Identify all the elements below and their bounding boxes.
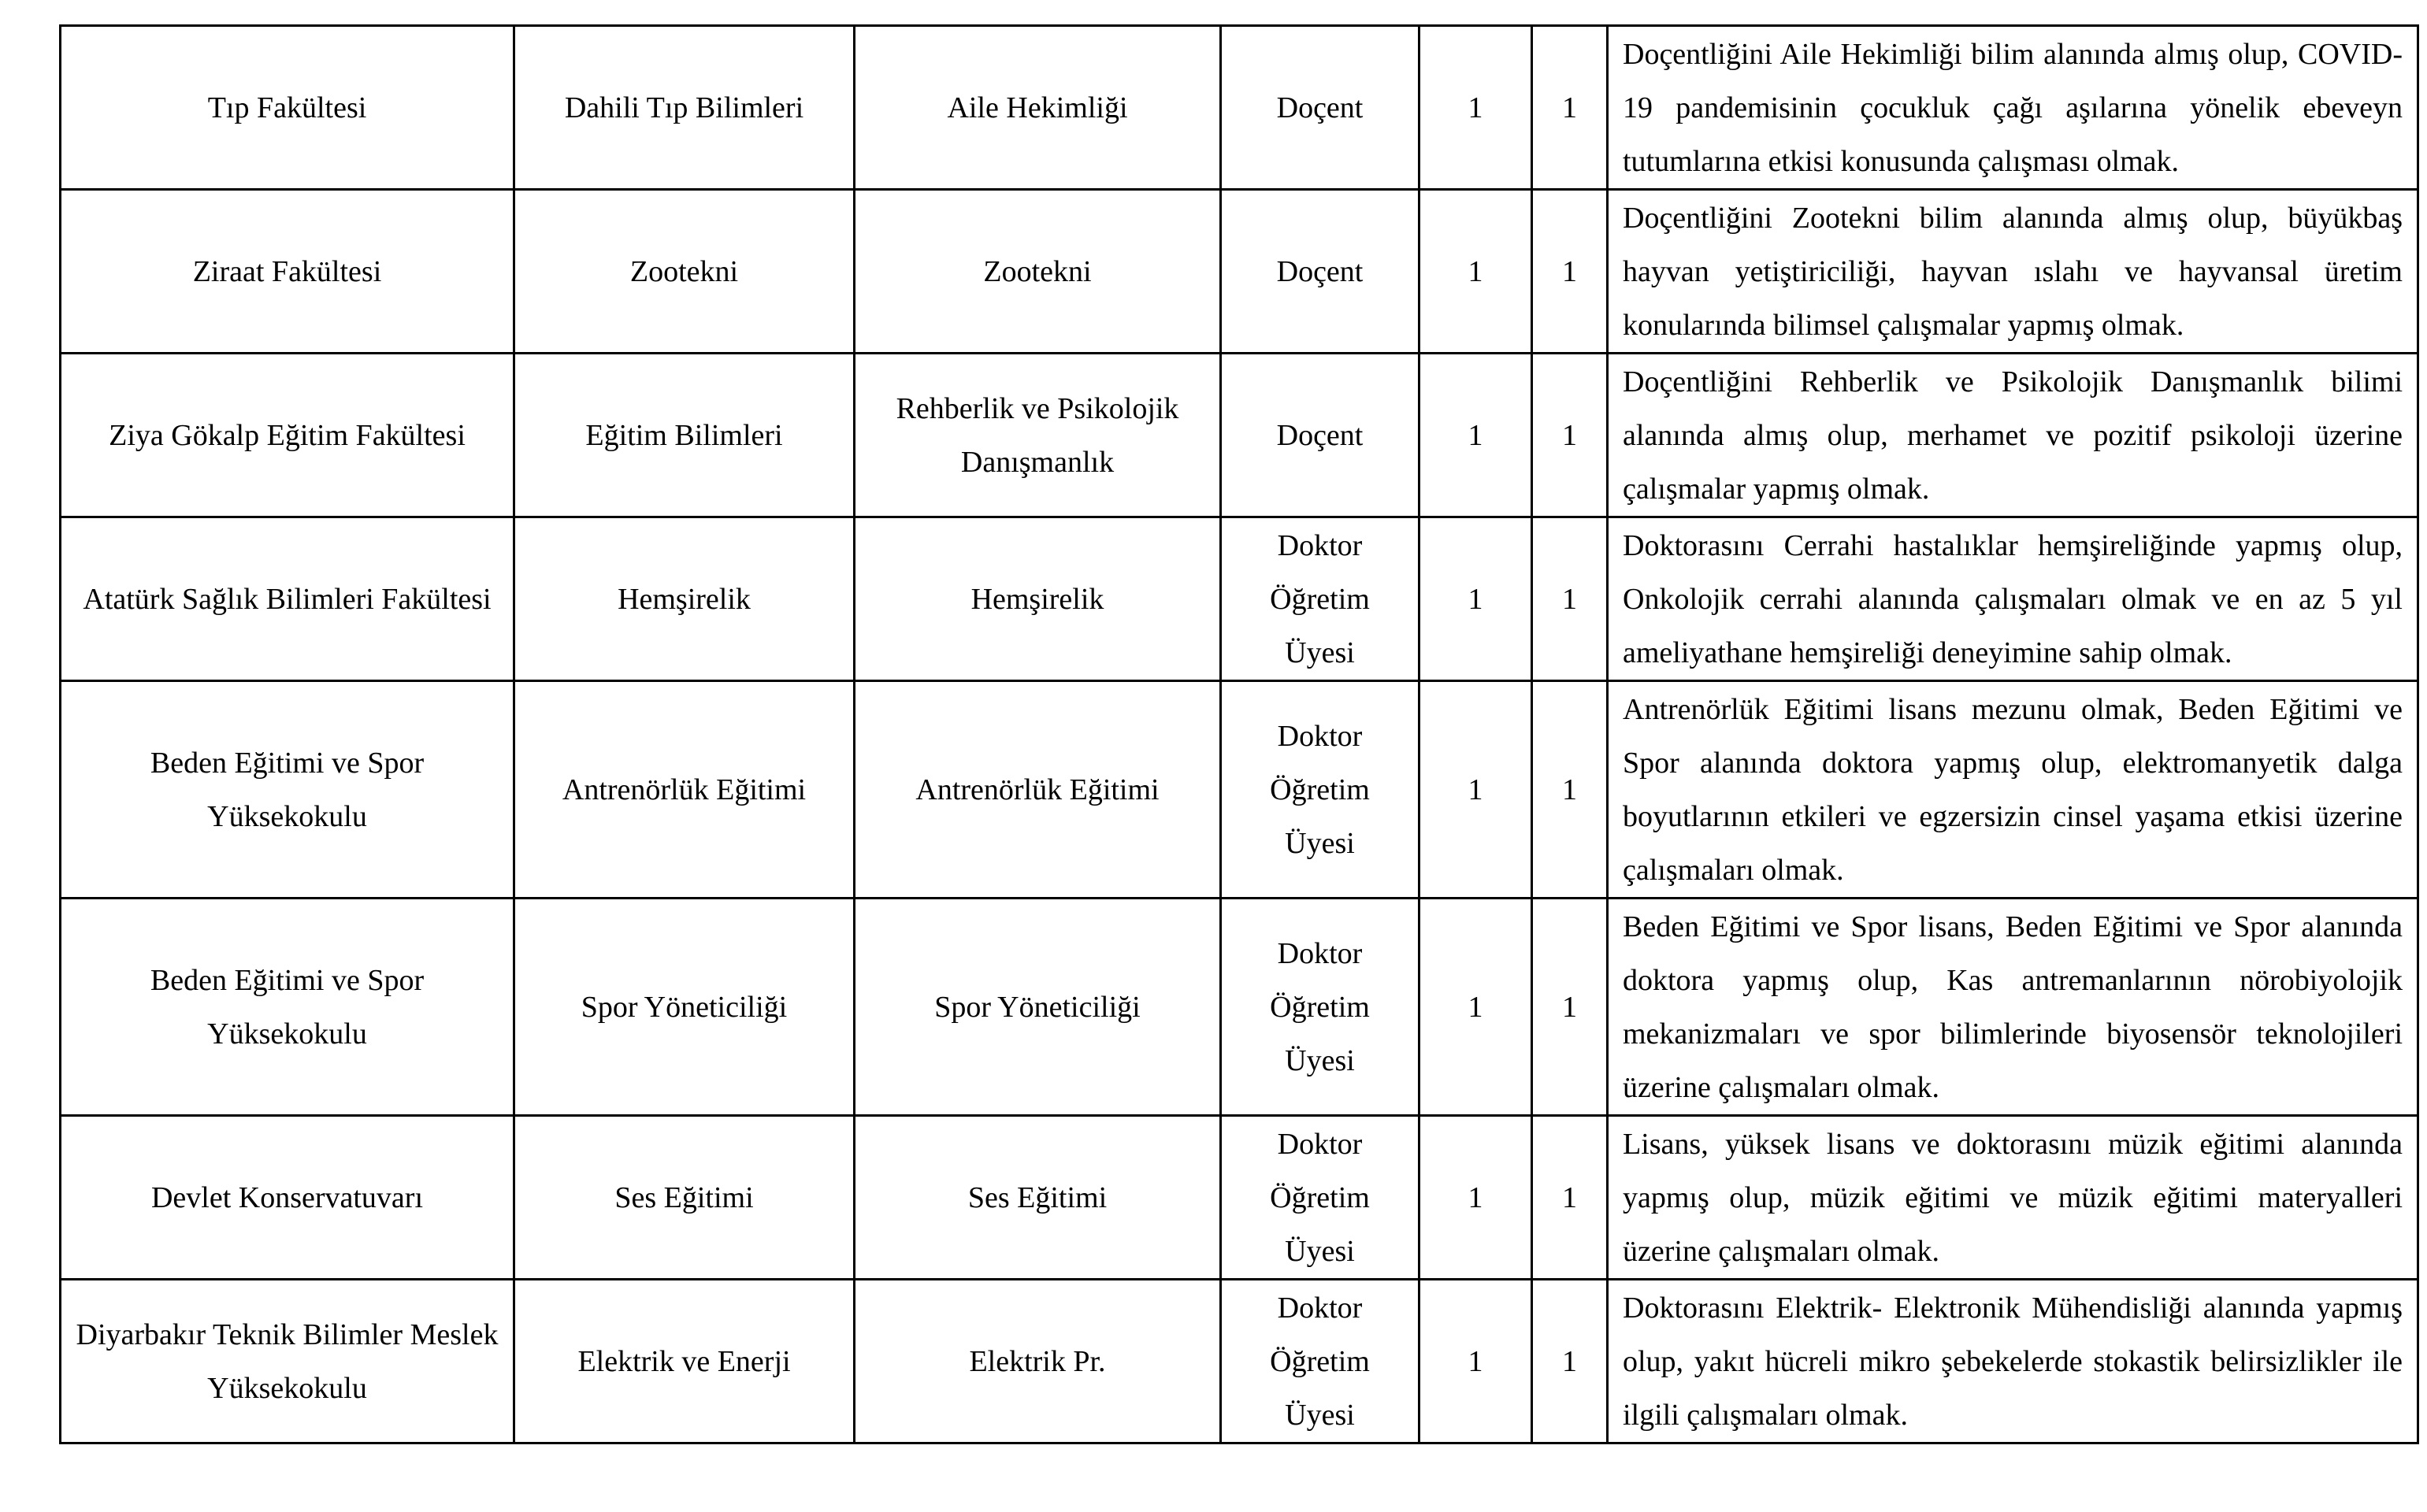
program-cell: Elektrik Pr. xyxy=(855,1280,1221,1443)
faculty-cell: Ziya Gökalp Eğitim Fakültesi xyxy=(61,354,514,517)
program-cell: Ses Eğitimi xyxy=(855,1116,1221,1280)
table-row xyxy=(61,354,2418,517)
program-cell: Rehberlik ve Psikolojik Danışmanlık xyxy=(855,354,1221,517)
table-row xyxy=(61,26,2418,190)
quota-cell: 1 xyxy=(1419,517,1532,681)
title-cell: Doçent xyxy=(1221,26,1419,190)
count-cell: 1 xyxy=(1532,517,1608,681)
department-cell: Antrenörlük Eğitimi xyxy=(514,681,855,899)
title-cell: Doktor Öğretim Üyesi xyxy=(1221,899,1419,1116)
count-cell: 1 xyxy=(1532,1280,1608,1443)
count-cell: 1 xyxy=(1532,681,1608,899)
requirement-cell: Doçentliğini Aile Hekimliği bilim alanında almış olup, COVID-19 pandemisinin çocukluk çağı aşılarına yönelik ebeveyn tutumlarına etkisi konusunda çalışması olmak. xyxy=(1608,26,2418,190)
title-cell: Doktor Öğretim Üyesi xyxy=(1221,517,1419,681)
title-cell: Doktor Öğretim Üyesi xyxy=(1221,1280,1419,1443)
program-cell: Hemşirelik xyxy=(855,517,1221,681)
faculty-cell: Devlet Konservatuvarı xyxy=(61,1116,514,1280)
department-cell: Ses Eğitimi xyxy=(514,1116,855,1280)
quota-cell: 1 xyxy=(1419,1280,1532,1443)
program-cell: Antrenörlük Eğitimi xyxy=(855,681,1221,899)
count-cell: 1 xyxy=(1532,899,1608,1116)
quota-cell: 1 xyxy=(1419,681,1532,899)
quota-cell: 1 xyxy=(1419,1116,1532,1280)
faculty-cell: Ziraat Fakültesi xyxy=(61,190,514,354)
department-cell: Elektrik ve Enerji xyxy=(514,1280,855,1443)
count-cell: 1 xyxy=(1532,190,1608,354)
title-cell: Doktor Öğretim Üyesi xyxy=(1221,681,1419,899)
requirement-cell: Doçentliğini Zootekni bilim alanında almış olup, büyükbaş hayvan yetiştiriciliği, hayvan ıslahı ve hayvansal üretim konularında bilimsel çalışmalar yapmış olmak. xyxy=(1608,190,2418,354)
quota-cell: 1 xyxy=(1419,354,1532,517)
quota-cell: 1 xyxy=(1419,190,1532,354)
table-row xyxy=(61,1280,2418,1443)
requirement-cell: Doçentliğini Rehberlik ve Psikolojik Danışmanlık bilimi alanında almış olup, merhamet ve pozitif psikoloji üzerine çalışmalar yapmış olmak. xyxy=(1608,354,2418,517)
faculty-cell: Atatürk Sağlık Bilimleri Fakültesi xyxy=(61,517,514,681)
requirement-cell: Doktorasını Elektrik- Elektronik Mühendisliği alanında yapmış olup, yakıt hücreli mikro şebekelerde stokastik belirsizlikler ile ilgili çalışmaları olmak. xyxy=(1608,1280,2418,1443)
count-cell: 1 xyxy=(1532,354,1608,517)
faculty-cell: Tıp Fakültesi xyxy=(61,26,514,190)
table-row xyxy=(61,517,2418,681)
requirement-cell: Antrenörlük Eğitimi lisans mezunu olmak, Beden Eğitimi ve Spor alanında doktora yapmış olup, elektromanyetik dalga boyutlarının etkileri ve egzersizin cinsel yaşama etkisi üzerine çalışmaları olmak. xyxy=(1608,681,2418,899)
requirement-cell: Doktorasını Cerrahi hastalıklar hemşireliğinde yapmış olup, Onkolojik cerrahi alanında çalışmaları olmak ve en az 5 yıl ameliyathane hemşireliği deneyimine sahip olmak. xyxy=(1608,517,2418,681)
count-cell: 1 xyxy=(1532,1116,1608,1280)
department-cell: Zootekni xyxy=(514,190,855,354)
requirement-cell: Beden Eğitimi ve Spor lisans, Beden Eğitimi ve Spor alanında doktora yapmış olup, Kas antremanlarının nörobiyolojik mekanizmaları ve spor bilimlerinde biyosensör teknolojileri üzerine çalışmaları olmak. xyxy=(1608,899,2418,1116)
table-row xyxy=(61,899,2418,1116)
department-cell: Hemşirelik xyxy=(514,517,855,681)
quota-cell: 1 xyxy=(1419,26,1532,190)
table-row xyxy=(61,681,2418,899)
requirement-cell: Lisans, yüksek lisans ve doktorasını müzik eğitimi alanında yapmış olup, müzik eğitimi ve müzik eğitimi materyalleri üzerine çalışmaları olmak. xyxy=(1608,1116,2418,1280)
staff-listing-table xyxy=(59,24,2419,1444)
count-cell: 1 xyxy=(1532,26,1608,190)
quota-cell: 1 xyxy=(1419,899,1532,1116)
table-row xyxy=(61,190,2418,354)
faculty-cell: Diyarbakır Teknik Bilimler Meslek Yüksekokulu xyxy=(61,1280,514,1443)
department-cell: Dahili Tıp Bilimleri xyxy=(514,26,855,190)
program-cell: Aile Hekimliği xyxy=(855,26,1221,190)
title-cell: Doktor Öğretim Üyesi xyxy=(1221,1116,1419,1280)
program-cell: Zootekni xyxy=(855,190,1221,354)
table-row xyxy=(61,1116,2418,1280)
faculty-cell: Beden Eğitimi ve Spor Yüksekokulu xyxy=(61,899,514,1116)
program-cell: Spor Yöneticiliği xyxy=(855,899,1221,1116)
title-cell: Doçent xyxy=(1221,354,1419,517)
faculty-cell: Beden Eğitimi ve Spor Yüksekokulu xyxy=(61,681,514,899)
title-cell: Doçent xyxy=(1221,190,1419,354)
staff-listing-page xyxy=(59,24,2417,1444)
department-cell: Eğitim Bilimleri xyxy=(514,354,855,517)
department-cell: Spor Yöneticiliği xyxy=(514,899,855,1116)
